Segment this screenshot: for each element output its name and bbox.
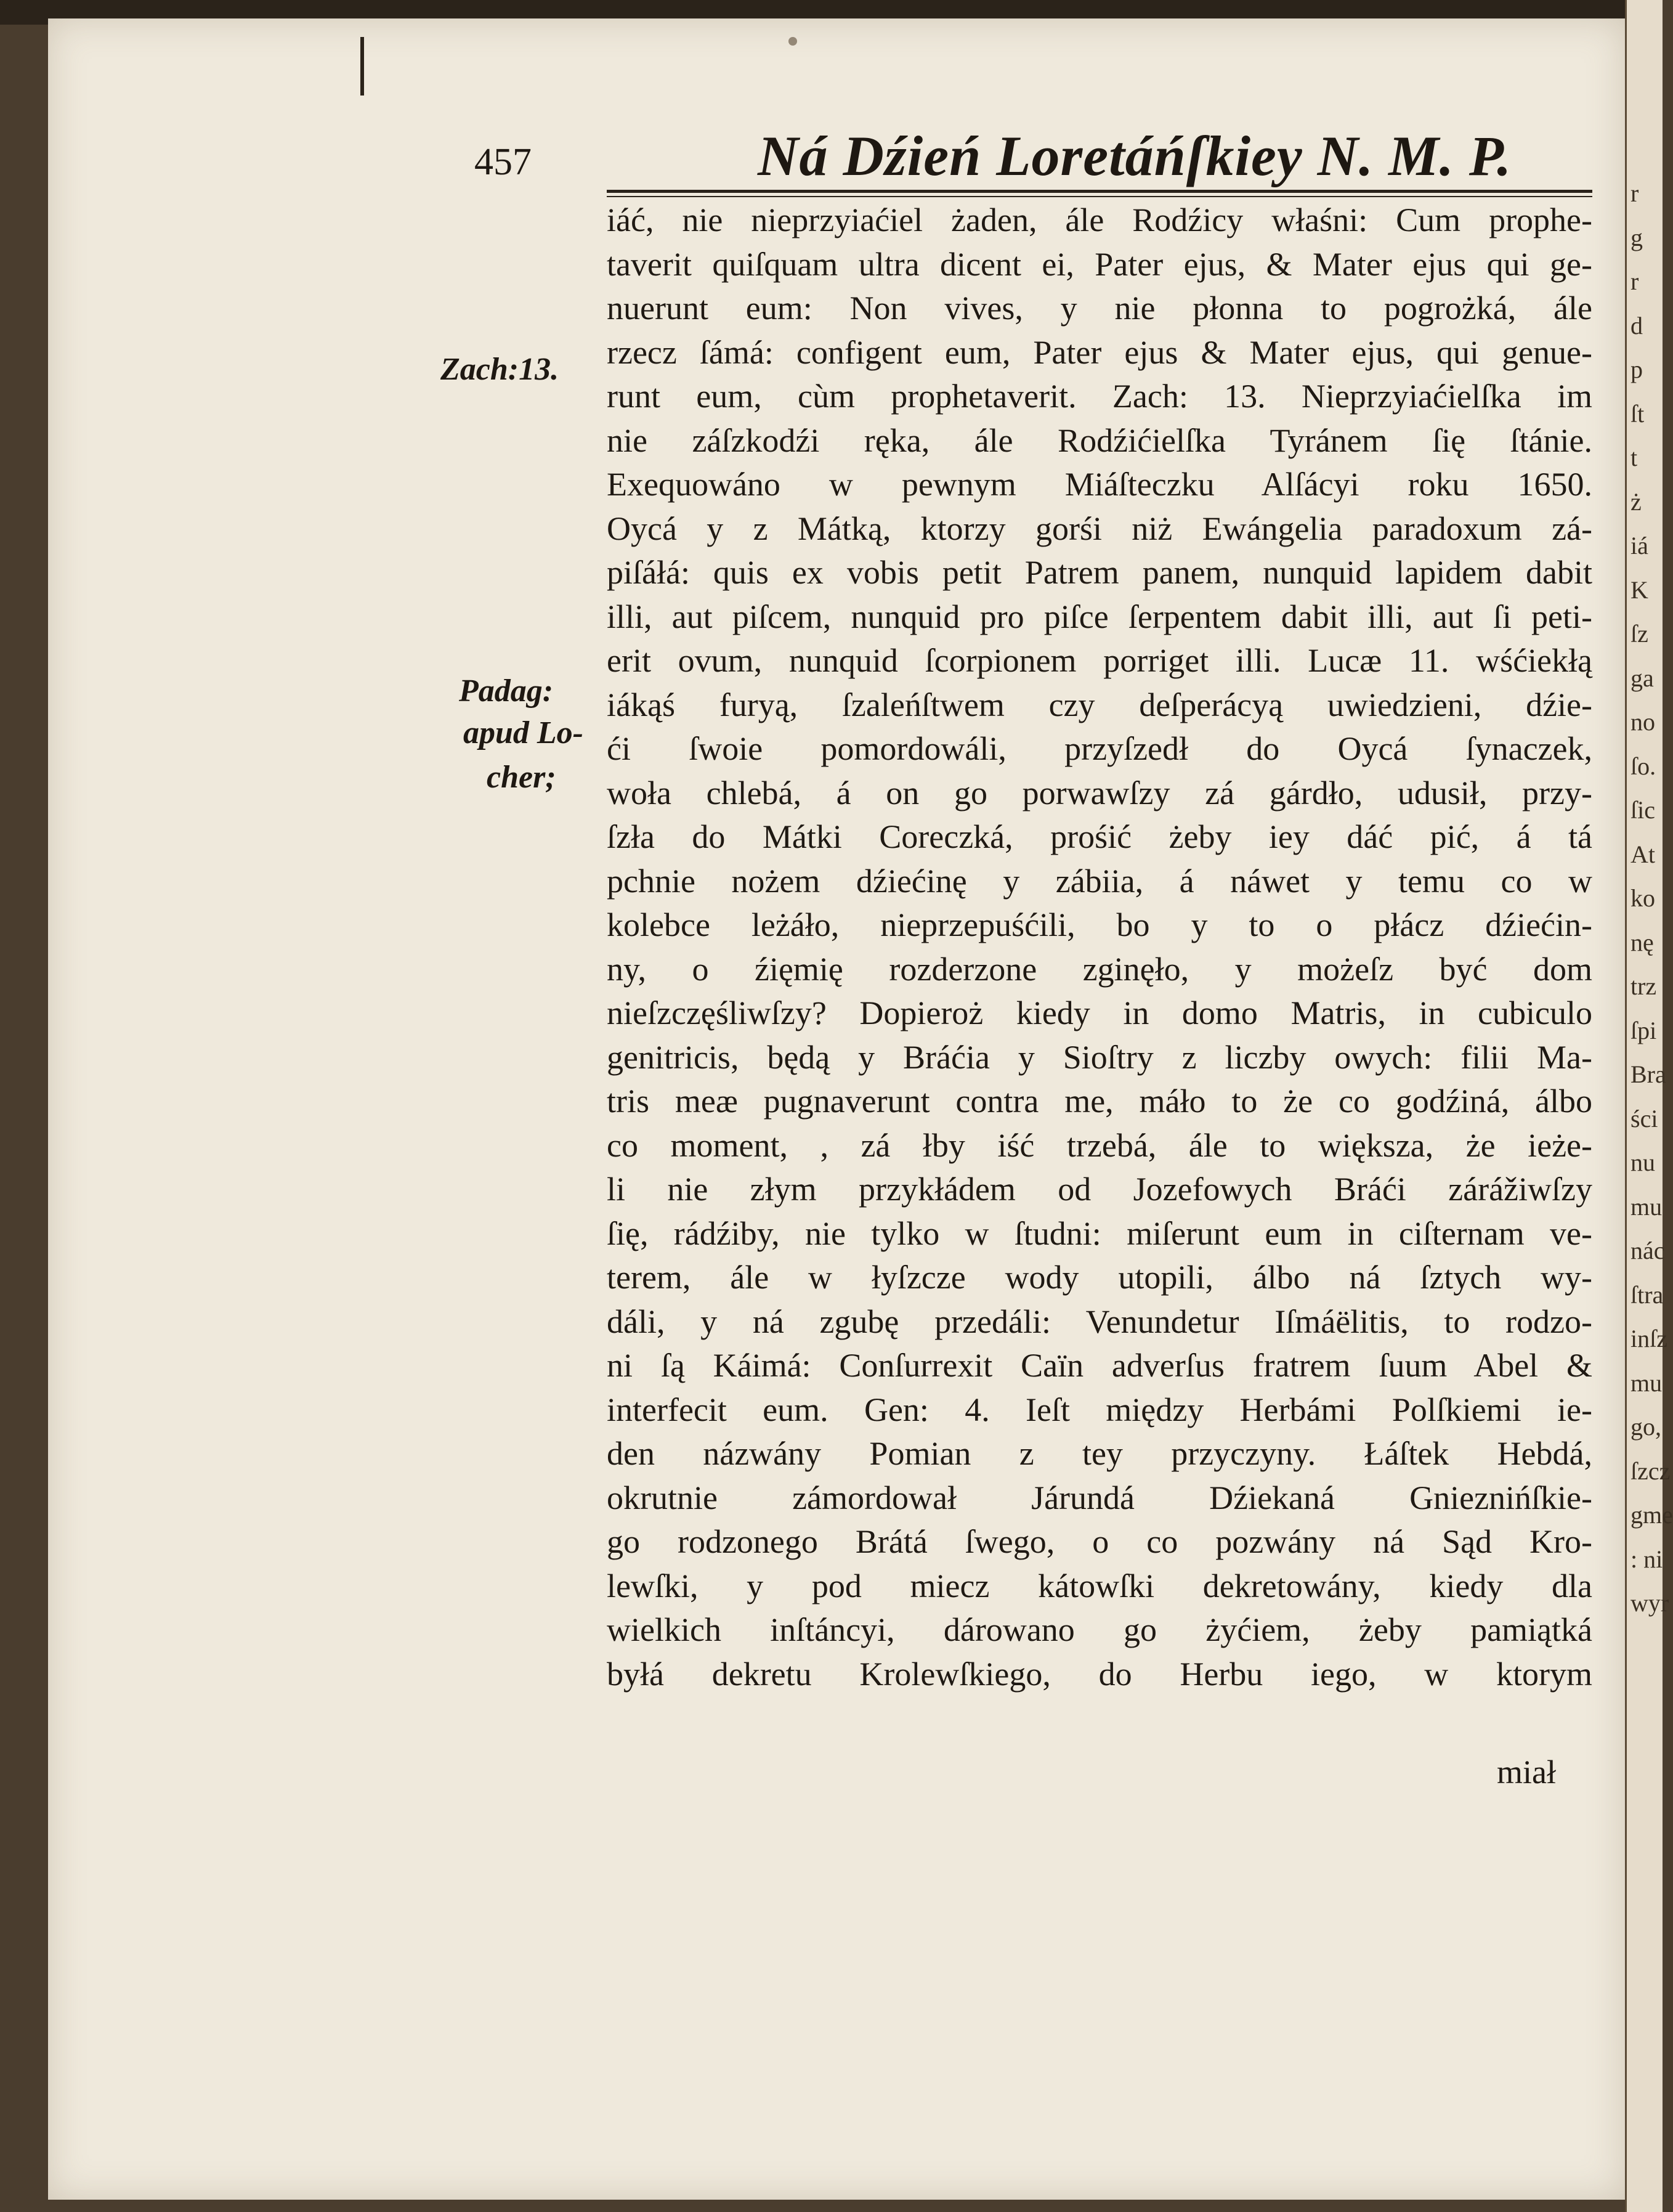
- next-page-fragment: nu: [1630, 1149, 1655, 1176]
- text-line: erit ovum, nunquid ſcorpionem porriget illi. Lucæ 11. wśćiekłą: [607, 642, 1592, 679]
- text-line: ći ſwoie pomordowáli, przyſzedł do Oycá ſynaczek,: [607, 730, 1592, 767]
- text-line: ſię, rádźiby, nie tylko w ſtudni: miſerunt eum in ciſternam ve-: [607, 1214, 1592, 1252]
- text-line: byłá dekretu Krolewſkiego, do Herbu iego, w ktorym: [607, 1655, 1592, 1693]
- next-page-fragment: g: [1630, 223, 1643, 251]
- next-page-fragment: wyr: [1630, 1589, 1669, 1617]
- text-line: genitricis, będą y Bráćia y Sioſtry z liczby owych: filii Ma-: [607, 1038, 1592, 1076]
- next-page-fragment: nác: [1630, 1237, 1665, 1264]
- page-number: 457: [474, 141, 532, 183]
- next-page-fragment: p: [1630, 356, 1643, 383]
- text-line: den názwány Pomian z tey przyczyny. Łáſtek Hebdá,: [607, 1435, 1592, 1472]
- text-line: okrutnie zámordował Járundá Dźiekaná Gnieznińſkie-: [607, 1479, 1592, 1516]
- text-line: woła chlebá, á on go porwawſzy zá gárdło, udusił, przy-: [607, 774, 1592, 811]
- next-page-fragment: trz: [1630, 972, 1657, 1000]
- next-page-edge: [1625, 0, 1673, 2212]
- text-line: Exequowáno w pewnym Miáſteczku Alſácyi roku 1650.: [607, 466, 1592, 503]
- running-title: Ná Dźień Loretáńſkiey N. M. P.: [758, 124, 1512, 187]
- text-line: ny, o źięmię rozderzone zginęło, y możeſz być dom: [607, 950, 1592, 988]
- ink-stain: [788, 37, 797, 46]
- text-line: terem, ále w łyſzcze wody utopili, álbo ná ſztych wy-: [607, 1259, 1592, 1296]
- next-page-fragment: no: [1630, 708, 1655, 736]
- next-page-fragment: ga: [1630, 664, 1654, 692]
- text-line: co moment, , zá łby iść trzebá, ále to większa, że ieże-: [607, 1126, 1592, 1164]
- next-page-fragment: d: [1630, 311, 1643, 340]
- text-line: piſáłá: quis ex vobis petit Patrem panem, nunquid lapidem dabit: [607, 554, 1592, 591]
- next-page-fragment: ſt: [1630, 399, 1645, 428]
- next-page-fragment: r: [1630, 179, 1639, 207]
- next-page-fragment: ści: [1630, 1104, 1658, 1132]
- text-line: runt eum, cùm prophetaverit. Zach: 13. Nieprzyiaćielſka im: [607, 378, 1592, 415]
- header-rule: [607, 190, 1592, 193]
- text-line: illi, aut piſcem, nunquid pro piſce ſerpentem dabit illi, aut ſi peti-: [607, 598, 1592, 635]
- next-page-fragment: nę: [1630, 928, 1654, 956]
- next-page-fragment: mu: [1630, 1192, 1663, 1221]
- next-page-fragment: ſic: [1630, 796, 1655, 824]
- next-page-fragment: iá: [1630, 532, 1648, 559]
- text-line: ni ſą Káimá: Conſurrexit Caïn adverſus fratrem ſuum Abel &: [607, 1347, 1592, 1384]
- next-page-fragment: go,: [1630, 1413, 1661, 1441]
- text-line: li nie złym przykłádem od Jozefowych Bráći zárážiwſzy: [607, 1171, 1592, 1208]
- next-page-fragment: mu: [1630, 1368, 1663, 1397]
- next-page-fragment: t: [1630, 444, 1638, 471]
- text-line: pchnie nożem dźiećinę y zábiia, á náwet y temu co w: [607, 862, 1592, 900]
- text-line: kolebce leżáło, nieprzepuśćili, bo y to o płácz dźiećin-: [607, 906, 1592, 943]
- next-page-fragment: gme: [1630, 1501, 1673, 1529]
- text-line: interfecit eum. Gen: 4. Ieſt między Herbámi Polſkiemi ie-: [607, 1391, 1592, 1428]
- next-page-fragment: : ni: [1630, 1545, 1663, 1573]
- next-page-fragment: inſz: [1630, 1325, 1667, 1352]
- text-line: nieſzczęśliwſzy? Dopieroż kiedy in domo Matris, in cubiculo: [607, 994, 1592, 1031]
- text-line: iáć, nie nieprzyiaćiel żaden, ále Rodźicy właśni: Cum prophe-: [607, 201, 1592, 238]
- text-line: nuerunt eum: Non vives, y nie płonna to pogrożká, ále: [607, 290, 1592, 327]
- margin-note-apud: apud Lo-: [463, 715, 583, 750]
- header-rule-thin: [607, 196, 1592, 197]
- text-line: tris meæ pugnaverunt contra me, máło to że co godźiná, álbo: [607, 1083, 1592, 1120]
- next-page-fragment: ſzcz: [1630, 1457, 1671, 1485]
- next-page-fragment: ſz: [1630, 620, 1648, 648]
- next-page-fragment: ż: [1630, 487, 1642, 516]
- text-line: dáli, y ná zgubę przedáli: Venundetur Iſmáëlitis, to rodzo-: [607, 1303, 1592, 1340]
- text-line: ſzła do Mátki Coreczká, prośić żeby iey dáć pić, á tá: [607, 818, 1592, 855]
- text-line: nie záſzkodźi ręka, ále Rodźićielſka Tyránem ſię ſtánie.: [607, 421, 1592, 459]
- text-line: Oycá y z Mátką, ktorzy gorśi niż Ewángelia paradoxum zá-: [607, 510, 1592, 547]
- text-line: rzecz ſámá: configent eum, Pater ejus & Mater ejus, qui genue-: [607, 333, 1592, 371]
- text-line: lewſki, y pod miecz kátowſki dekretowány, kiedy dla: [607, 1567, 1592, 1604]
- binding-mark: [360, 37, 364, 96]
- margin-note-cher: cher;: [487, 760, 556, 795]
- next-page-fragment: ſo.: [1630, 752, 1656, 780]
- body-text: [607, 198, 1592, 1696]
- text-line: taverit quiſquam ultra dicent ei, Pater ejus, & Mater ejus qui ge-: [607, 245, 1592, 283]
- next-page-fragment: Bra: [1630, 1060, 1666, 1088]
- text-line: iákąś furyą, ſzaleńſtwem czy deſperácyą uwiedzieni, dźie-: [607, 686, 1592, 723]
- text-line: go rodzonego Brátá ſwego, o co pozwány ná Sąd Kro-: [607, 1523, 1592, 1560]
- text-line: wielkich inſtáncyi, dárowano go żyćiem, żeby pamiątká: [607, 1611, 1592, 1648]
- next-page-fragment: K: [1630, 575, 1648, 604]
- next-page-fragment: ſpi: [1630, 1016, 1657, 1044]
- next-page-fragment: ſtra: [1630, 1280, 1664, 1309]
- next-page-fragment: At: [1630, 840, 1655, 868]
- next-page-fragment: r: [1630, 267, 1639, 295]
- margin-note-zach: Zach:13.: [440, 352, 559, 387]
- next-page-fragment: ko: [1630, 884, 1655, 912]
- margin-note-padag: Padag:: [459, 673, 554, 709]
- catchword: miał: [1497, 1754, 1556, 1791]
